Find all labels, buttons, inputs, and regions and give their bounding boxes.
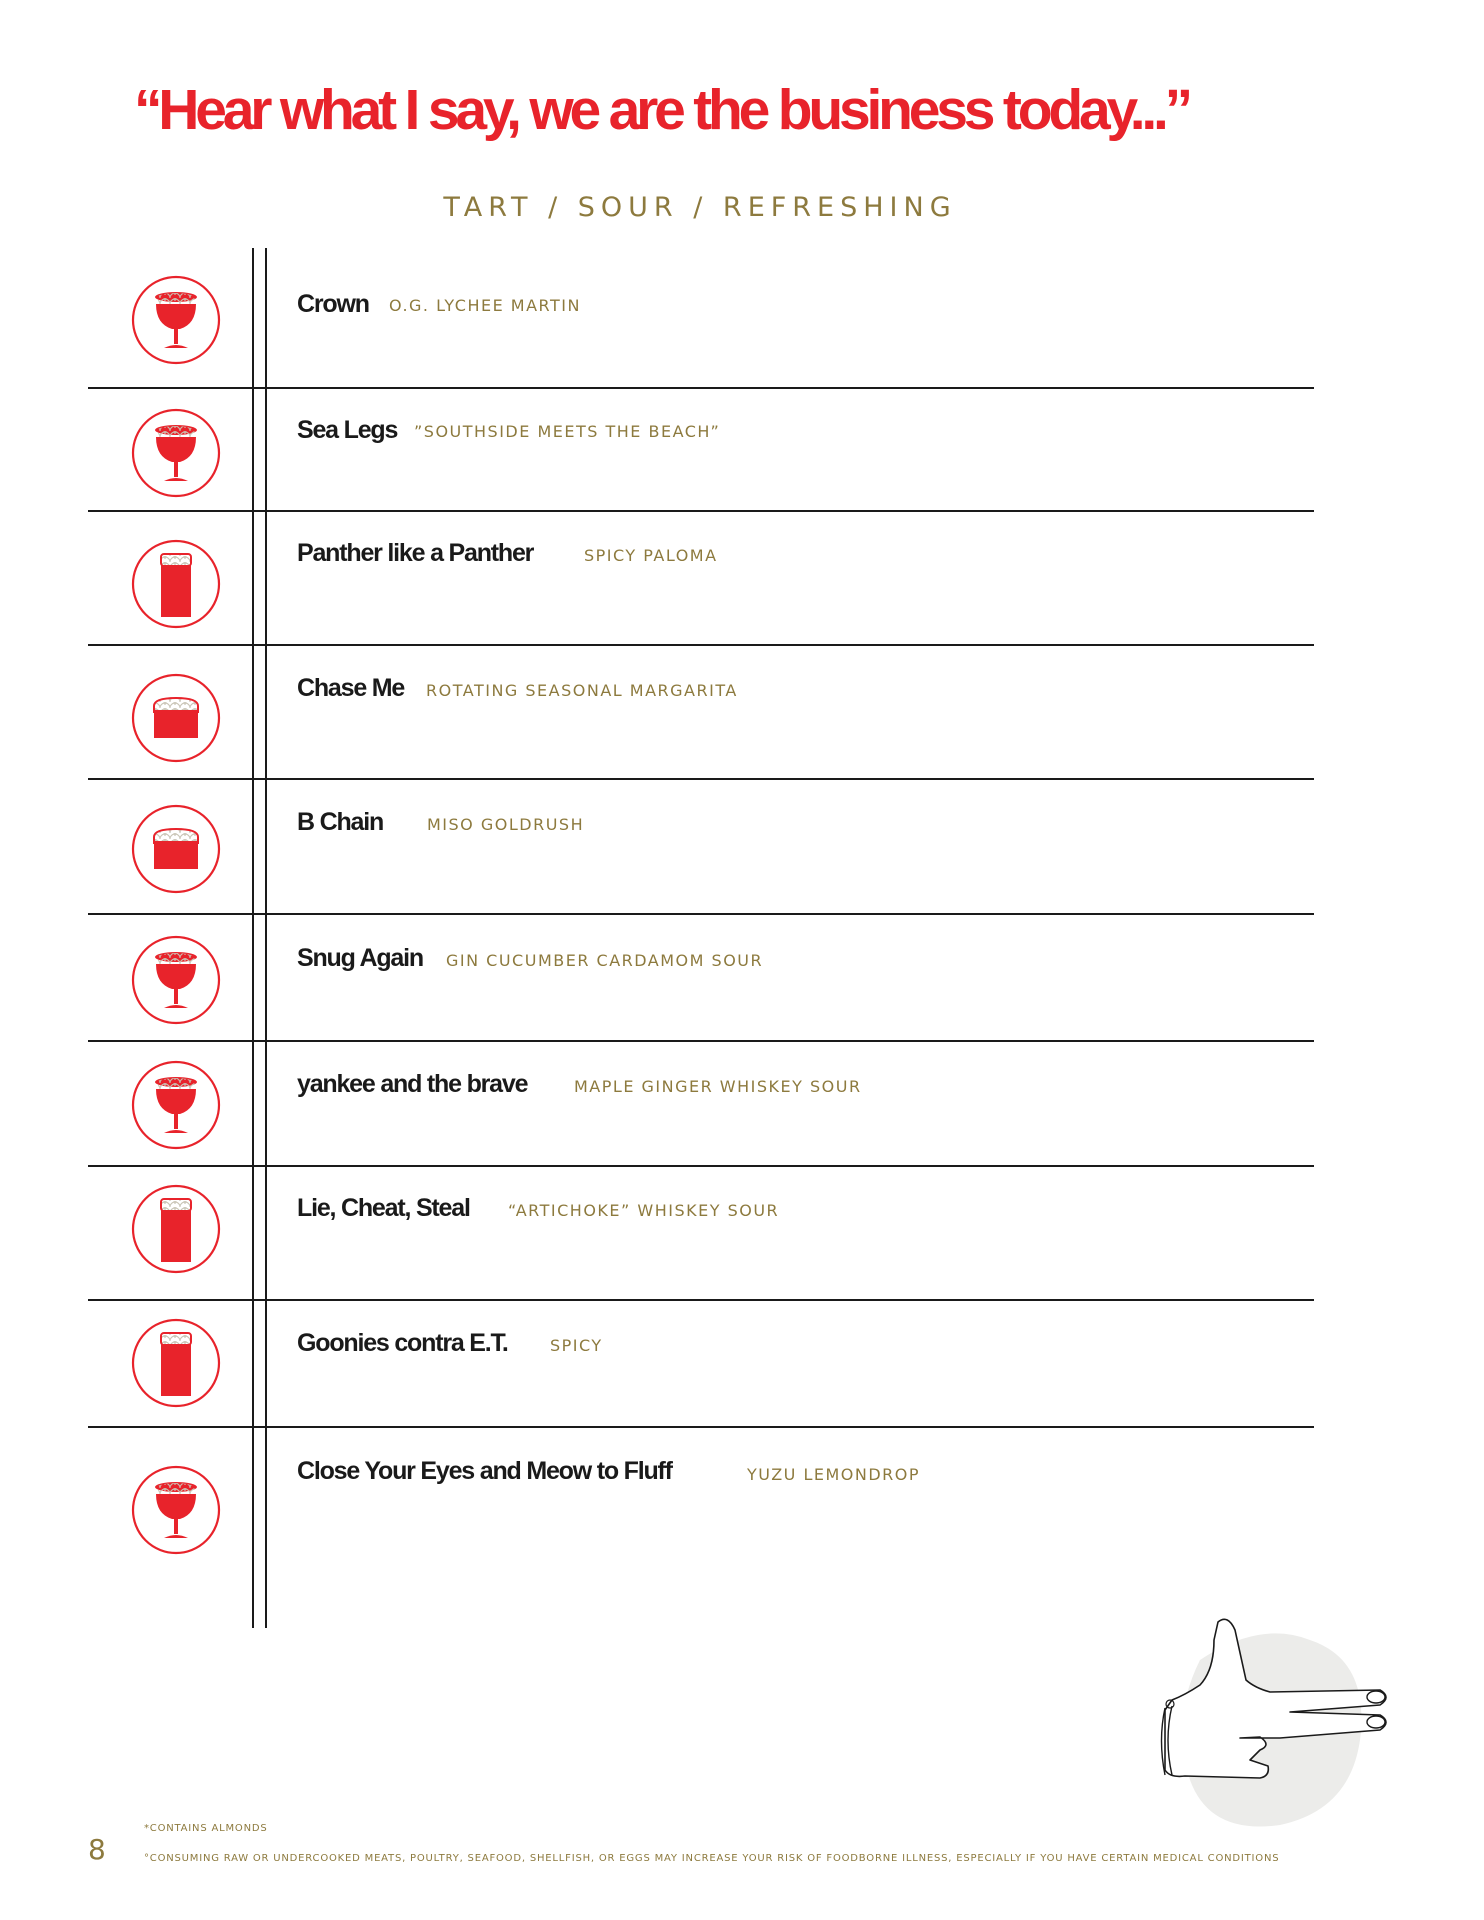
- row-divider: [88, 1040, 1314, 1042]
- row-divider: [88, 1299, 1314, 1301]
- item-description: ”SOUTHSIDE MEETS THE BEACH”: [414, 422, 721, 441]
- page-number: 8: [88, 1833, 106, 1866]
- item-name: Snug Again: [297, 944, 423, 972]
- item-name: yankee and the brave: [297, 1070, 528, 1098]
- page-headline: “Hear what I say, we are the business today...”: [134, 78, 1189, 142]
- item-name: B Chain: [297, 808, 384, 836]
- coupe-glass-icon: [130, 274, 222, 366]
- tall-glass-icon: [130, 1183, 222, 1275]
- item-description: GIN CUCUMBER CARDAMOM SOUR: [446, 951, 764, 970]
- coupe-glass-icon: [130, 1059, 222, 1151]
- row-divider: [88, 510, 1314, 512]
- item-name: Sea Legs: [297, 416, 398, 444]
- item-name: Lie, Cheat, Steal: [297, 1194, 470, 1222]
- item-name: Close Your Eyes and Meow to Fluff: [297, 1457, 672, 1485]
- item-description: MAPLE GINGER WHISKEY SOUR: [574, 1077, 862, 1096]
- rocks-glass-icon: [130, 803, 222, 895]
- tall-glass-icon: [130, 538, 222, 630]
- item-name: Goonies contra E.T.: [297, 1329, 508, 1357]
- item-name: Panther like a Panther: [297, 539, 534, 567]
- item-description: YUZU LEMONDROP: [747, 1465, 921, 1484]
- row-divider: [88, 778, 1314, 780]
- row-divider: [88, 387, 1314, 389]
- row-divider: [88, 1426, 1314, 1428]
- row-divider: [88, 644, 1314, 646]
- footnote-raw-warning: °CONSUMING RAW OR UNDERCOOKED MEATS, POULTRY, SEAFOOD, SHELLFISH, OR EGGS MAY INCREASE YOUR RISK OF FOODBORNE ILLNESS, ESPECIALLY IF YOU HAVE CERTAIN MEDICAL CONDITIONS: [144, 1853, 1280, 1864]
- coupe-glass-icon: [130, 407, 222, 499]
- column-divider-left: [252, 248, 254, 1628]
- item-description: ROTATING SEASONAL MARGARITA: [426, 681, 738, 700]
- column-divider-right: [265, 248, 267, 1628]
- item-description: SPICY PALOMA: [584, 546, 718, 565]
- item-name: Chase Me: [297, 674, 405, 702]
- item-description: “ARTICHOKE” WHISKEY SOUR: [508, 1201, 780, 1220]
- hand-illustration: [1140, 1600, 1410, 1840]
- coupe-glass-icon: [130, 1464, 222, 1556]
- item-description: MISO GOLDRUSH: [427, 815, 585, 834]
- item-description: O.G. LYCHEE MARTIN: [389, 296, 581, 315]
- tall-glass-icon: [130, 1317, 222, 1409]
- row-divider: [88, 1165, 1314, 1167]
- row-divider: [88, 913, 1314, 915]
- section-title: TART / SOUR / REFRESHING: [443, 192, 957, 223]
- item-name: Crown: [297, 290, 369, 318]
- coupe-glass-icon: [130, 934, 222, 1026]
- footnote-almonds: *CONTAINS ALMONDS: [144, 1823, 268, 1834]
- rocks-glass-icon: [130, 672, 222, 764]
- item-description: SPICY: [550, 1336, 603, 1355]
